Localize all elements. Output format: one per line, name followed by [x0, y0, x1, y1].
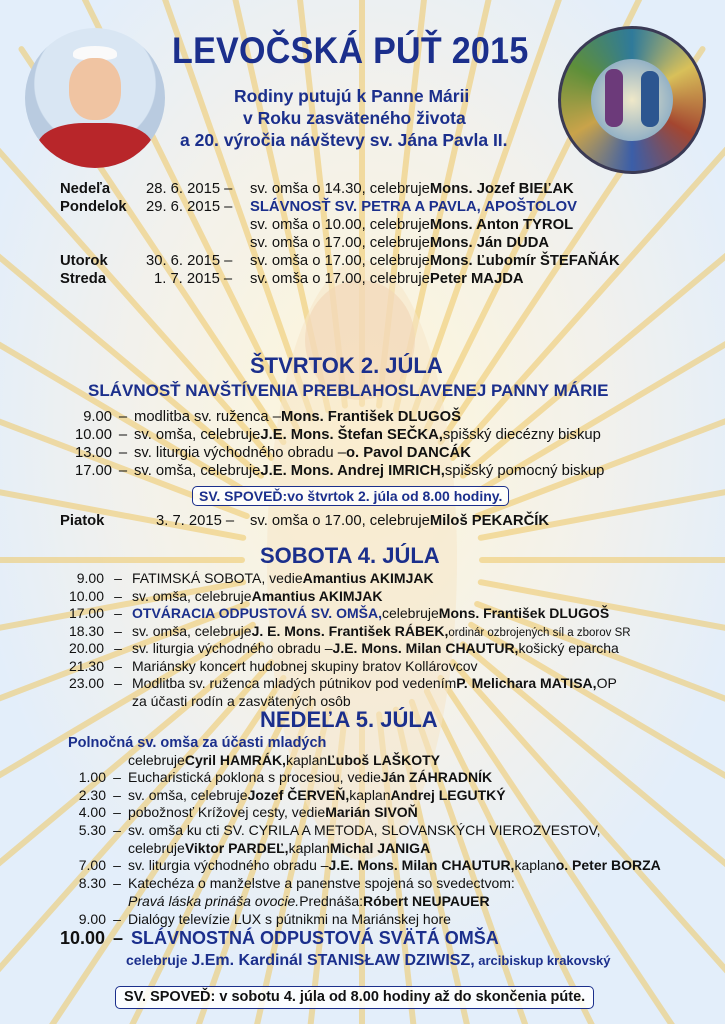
schedule-row: 17.00 – sv. omša, celebrujeJ.E. Mons. Andrej IMRICH,spišský pomocný biskup: [74, 463, 605, 479]
sunday-heading: NEDEĽA 5. JÚLA: [260, 707, 438, 732]
footer-confession-box: SV. SPOVEĎ: v sobotu 4. júla od 8.00 hodiny až do skončenia púte.: [115, 986, 594, 1009]
subtitle-line-1: Rodiny putujú k Panne Márii: [234, 86, 470, 106]
main-mass-title: SLÁVNOSTNÁ ODPUSTOVÁ SVÄTÁ OMŠA: [131, 928, 499, 948]
midnight-mass-celebrants: celebrujeCyril HAMRÁK,kaplanĽuboš LAŠKOTY: [128, 752, 440, 768]
midnight-mass-title: Polnočná sv. omša za účasti mladých: [68, 735, 327, 751]
main-mass-row: 10.00 – SLÁVNOSTNÁ ODPUSTOVÁ SVÄTÁ OMŠA: [60, 928, 499, 948]
friday-row: Piatok 3. 7. 2015 – sv. omša o 17.00, celebrujeMiloš PEKARČÍK: [60, 513, 550, 529]
schedule-row-continued: celebrujeViktor PARDEĽ,kaplanMichal JANIGA: [128, 839, 431, 856]
saturday-heading: SOBOTA 4. JÚLA: [260, 543, 440, 568]
schedule-row: 10.00 – sv. omša, celebrujeAmantius AKIMJAK: [68, 587, 383, 604]
schedule-row: 2.30 – sv. omša, celebrujeJozef ČERVEŇ,kaplanAndrej LEGUTKÝ: [78, 786, 506, 803]
pope-portrait-image: [25, 28, 165, 168]
main-mass-celebrant: celebruje J.Em. Kardinál STANISŁAW DZIWISZ, arcibiskup krakovský: [126, 952, 611, 969]
schedule-row: Nedeľa 28. 6. 2015 – sv. omša o 14.30, celebrujeMons. Jozef BIEĽAK: [60, 181, 574, 197]
subtitle-line-3: a 20. výročia návštevy sv. Jána Pavla II.: [180, 130, 508, 150]
schedule-row: 23.00 – Modlitba sv. ruženca mladých pútnikov pod vedenímP. Melichara MATISA,OP: [68, 675, 617, 691]
schedule-row: Utorok 30. 6. 2015 – sv. omša o 17.00, celebrujeMons. Ľubomír ŠTEFAŇÁK: [60, 253, 620, 269]
weekday-schedule: [60, 180, 620, 288]
schedule-row: 17.00 – OTVÁRACIA ODPUSTOVÁ SV. OMŠA,celebrujeMons. František DLUGOŠ: [68, 605, 610, 621]
schedule-row: 7.00 – sv. liturgia východného obradu –J.E. Mons. Milan CHAUTUR,kaplano. Peter BORZA: [78, 857, 661, 874]
schedule-row: 5.30 – sv. omša ku cti SV. CYRILA A METODA, SLOVANSKÝCH VIEROZVESTOV,: [78, 822, 601, 839]
schedule-row: 9.00 – Dialógy televízie LUX s pútnikmi na Mariánskej hore: [78, 910, 451, 927]
schedule-row: 18.30 – sv. omša, celebrujeJ. E. Mons. František RÁBEK,ordinár ozbrojených síl a zborov SR: [68, 622, 631, 639]
schedule-row: Pondelok 29. 6. 2015 – SLÁVNOSŤ SV. PETRA A PAVLA, APOŠTOLOV: [60, 199, 577, 215]
schedule-row: 4.00 – pobožnosť Krížovej cesty, vedieMarián SIVOŇ: [78, 804, 418, 821]
schedule-row: Streda 1. 7. 2015 – sv. omša o 17.00, celebrujePeter MAJDA: [60, 271, 524, 287]
sunday-schedule: [60, 769, 661, 928]
thursday-heading: ŠTVRTOK 2. JÚLA: [250, 353, 443, 378]
schedule-row: 9.00 – modlitba sv. ruženca –Mons. František DLUGOŠ: [83, 409, 462, 425]
subtitle-line-2: v Roku zasväteného života: [243, 108, 466, 128]
page-title: LEVOČSKÁ PÚŤ 2015: [172, 30, 529, 71]
thursday-subheading: SLÁVNOSŤ NAVŠTÍVENIA PREBLAHOSLAVENEJ PANNY MÁRIE: [88, 381, 609, 400]
schedule-row-continued: Pravá láska prináša ovocie.Prednáša:Róbert NEUPAUER: [128, 892, 490, 909]
saturday-schedule: [60, 570, 631, 710]
schedule-row: sv. omša o 10.00, celebrujeMons. Anton TYROL: [250, 217, 574, 233]
thursday-confession-box: SV. SPOVEĎ:vo štvrtok 2. júla od 8.00 hodiny.: [192, 486, 509, 506]
schedule-row: 1.00 – Eucharistická poklona s procesiou, vedieJán ZÁHRADNÍK: [78, 769, 493, 785]
schedule-row: 8.30 – Katechéza o manželstve a panenstve spojená so svedectvom:: [78, 875, 515, 892]
schedule-row: 21.30 – Mariánsky koncert hudobnej skupiny bratov Kollárovcov: [68, 657, 478, 674]
schedule-row: 10.00 – sv. omša, celebrujeJ.E. Mons. Štefan SEČKA,spišský diecézny biskup: [74, 427, 601, 443]
schedule-row: 13.00 – sv. liturgia východného obradu –o. Pavol DANCÁK: [74, 445, 471, 461]
thursday-schedule: [62, 408, 604, 480]
schedule-row-continued: za účasti rodín a zasvätených osôb: [132, 692, 351, 709]
schedule-row: 20.00 – sv. liturgia východného obradu –J.E. Mons. Milan CHAUTUR,košický eparcha: [68, 640, 619, 656]
main-mass-time: 10.00: [60, 928, 106, 948]
stained-glass-window-image: [558, 26, 706, 174]
schedule-row: 9.00 – FATIMSKÁ SOBOTA, vedieAmantius AKIMJAK: [76, 570, 434, 586]
schedule-row: sv. omša o 17.00, celebrujeMons. Ján DUDA: [250, 235, 550, 251]
